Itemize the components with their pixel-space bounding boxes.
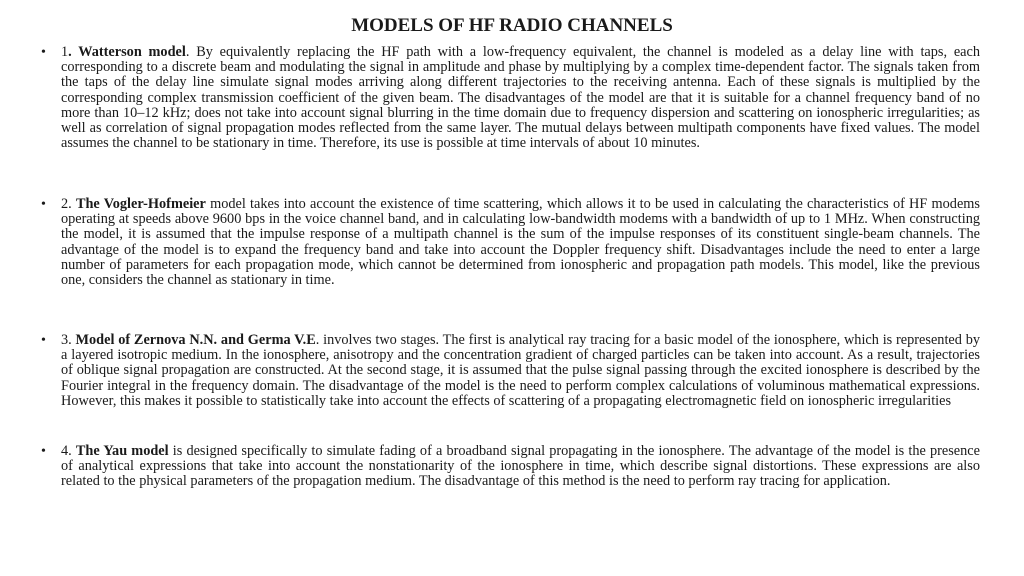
list-item-zernova-germa (41, 332, 981, 409)
item-model-name: Watterson model (78, 44, 186, 60)
bullet-icon: • (41, 444, 46, 459)
item-number: 1 (61, 44, 69, 60)
item-number: 4. (61, 443, 72, 459)
item-description: model takes into account the existence of time scattering, which allows it to be used in calculating the characteristics of HF modems operating at speeds above 9600 bps in the voice channel band, and in calculating low-bandwidth modems with a bandwidth of up to 1 MHz. When constructing the model, it is assumed that the impulse response of a multipath channel is the sum of the impulse responses of its constituent single-beam channels. The advantage of the model is to expand the frequency band and take into account the Doppler frequency shift. Disadvantages include the need to enter a large number of parameters for each propagation mode, which cannot be determined from ionospheric and propagation path models. This model, like the previous one, considers the channel as stationary in time. (61, 196, 980, 289)
item-after-name: . (185, 44, 190, 60)
item-model-name: The Vogler-Hofmeier (75, 196, 206, 212)
item-separator: . (68, 44, 79, 60)
item-number: 3. (61, 332, 72, 348)
item-model-name: The Yau model (75, 443, 169, 459)
item-description: is designed specifically to simulate fading of a broadband signal propagating in the ionosphere. The advantage of the model is the presence of analytical expressions that take into account the nonstationarity of the ionosphere in time, which describe signal distortions. These expressions are also related to the physical parameters of the propagation medium. The disadvantage of this method is the need to perform ray tracing for application. (61, 443, 980, 490)
bullet-icon: • (41, 45, 46, 60)
item-model-name: Model of Zernova N.N. and Germa V.E (75, 332, 316, 348)
list-item-vogler-hofmeier (41, 196, 980, 289)
list-item-watterson (41, 44, 981, 152)
slide-title: MODELS OF HF RADIO CHANNELS (351, 15, 673, 36)
bullet-icon: • (41, 197, 46, 212)
item-number: 2. (61, 196, 72, 212)
item-description: . involves two stages. The first is analytical ray tracing for a basic model of the ionosphere, which is represented by a layered isotropic medium. In the ionosphere, anisotropy and the concentration gradient of charged particles can be taken into account. As a result, trajectories of oblique signal propagation are constructed. At the second stage, it is assumed that the pulse signal passing through the excited ionosphere is described by the Fourier integral in the frequency domain. The disadvantage of the model is the need to perform complex calculations of voluminous mathematical expressions. However, this makes it possible to statistically take into account the effects of scattering of a propagating electromagnetic field on ionospheric irregularities (61, 332, 981, 409)
bullet-icon: • (41, 333, 46, 348)
item-description: By equivalently replacing the HF path with a low-frequency equivalent, the channel is modeled as a delay line with taps, each corresponding to a discrete beam and modulating the signal in amplitude and phase by multiplying by a complex time-dependent factor. The signals taken from the taps of the delay line simulate signal modes arriving along different trajectories to the receiving antenna. Each of these signals is multiplied by the corresponding complex transmission coefficient of the given beam. The disadvantages of the model are that it is suitable for a channel frequency band of no more than 10–12 kHz; does not take into account signal blurring in the time domain due to frequency dispersion and scattering on ionospheric irregularities; as well as correlation of signal propagation modes reflected from the same layer. The mutual delays between multipath components have fixed values. The model assumes the channel to be stationary in time. Therefore, its use is possible at time intervals of about 10 minutes. (61, 44, 981, 152)
list-item-yau (41, 443, 980, 490)
